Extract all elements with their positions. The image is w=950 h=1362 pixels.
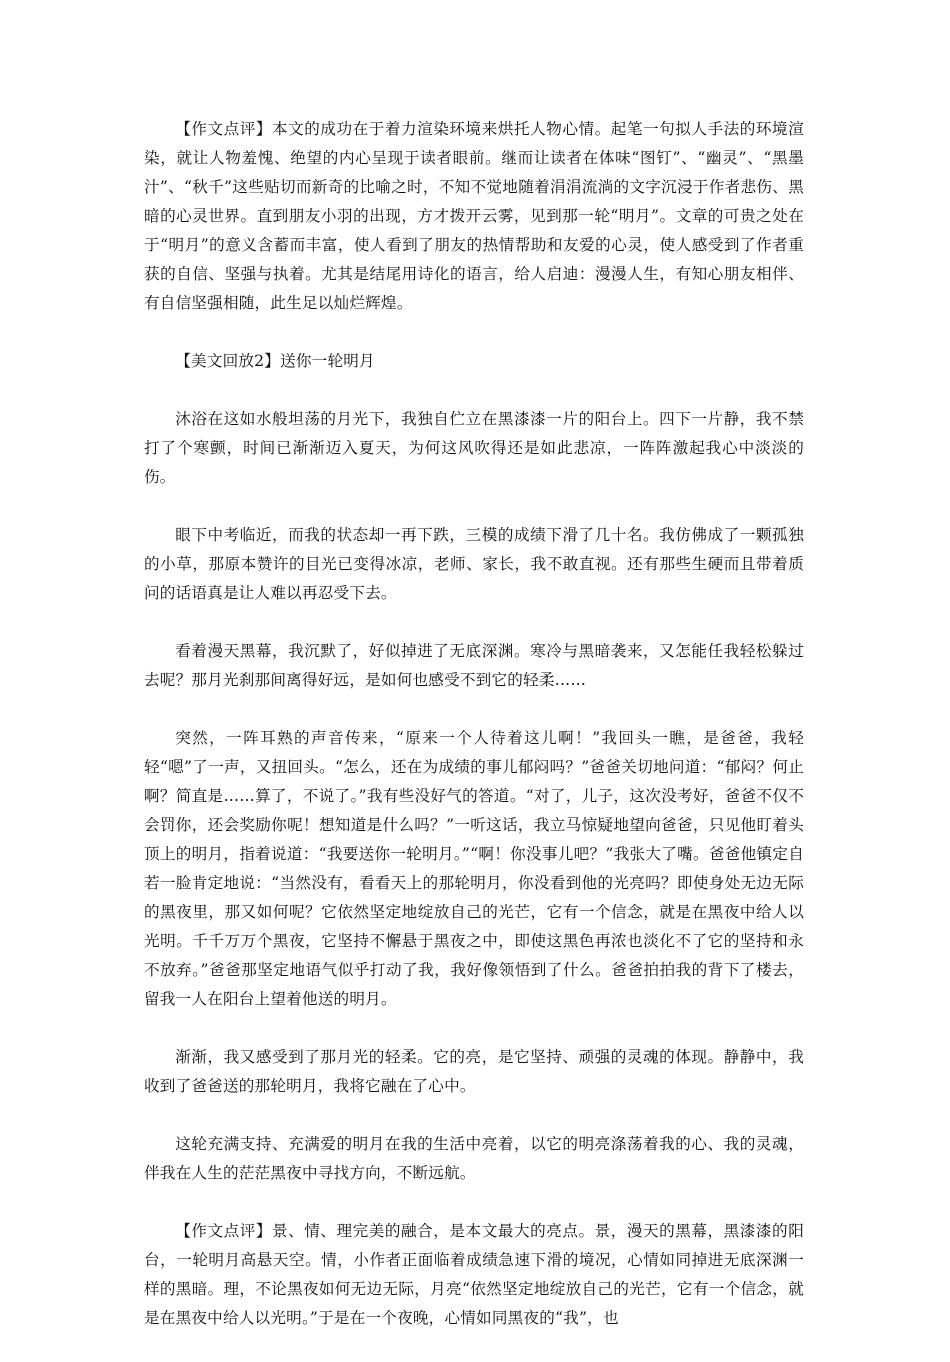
essay-paragraph-5: 渐渐，我又感受到了那月光的轻柔。它的亮，是它坚持、顽强的灵魂的体现。静静中，我收到了爸爸送的那轮明月，我将它融在了心中。	[144, 1048, 804, 1095]
essay-paragraph-2: 眼下中考临近，而我的状态却一再下跌，三模的成绩下滑了几十名。我仿佛成了一颗孤独的小草，那原本赞许的目光已变得冰凉，老师、家长，我不敢直视。还有那些生硬而且带着质问的话语真是让人难以再忍受下去。	[144, 526, 804, 602]
review-paragraph-1: 【作文点评】本文的成功在于着力渲染环境来烘托人物心情。起笔一句拟人手法的环境渲染，就让人物羞愧、绝望的内心呈现于读者眼前。继而让读者在体味“图钉”、“幽灵”、“黑墨汁”、“秋千”这些贴切而新奇的比喻之时，不知不觉地随着涓涓流淌的文字沉浸于作者悲伤、黑暗的心灵世界。直到朋友小羽的出现，方才拨开云雾，见到那一轮“明月”。文章的可贵之处在于“明月”的意义含蓄而丰富，使人看到了朋友的热情帮助和友爱的心灵，使人感受到了作者重获的自信、坚强与执着。尤其是结尾用诗化的语言，给人启迪：漫漫人生，有知心朋友相伴、有自信坚强相随，此生足以灿烂辉煌。	[144, 120, 804, 312]
document-body	[144, 115, 804, 1362]
essay-paragraph-3: 看着漫天黑幕，我沉默了，好似掉进了无底深渊。寒冷与黑暗袭来，又怎能任我轻松躲过去呢？那月光刹那间离得好远，是如何也感受不到它的轻柔……	[144, 642, 804, 689]
review-paragraph-2: 【作文点评】景、情、理完美的融合，是本文最大的亮点。景，漫天的黑幕，黑漆漆的阳台，一轮明月高悬天空。情，小作者正面临着成绩急速下滑的境况，心情如同掉进无底深渊一样的黑暗。理，不论黑夜如何无边无际，月亮“依然坚定地绽放自己的光芒，它有一个信念，就是在黑夜中给人以光明。”于是在一个夜晚，心情如同黑夜的“我”，也	[144, 1222, 804, 1327]
essay-paragraph-4: 突然，一阵耳熟的声音传来，“原来一个人待着这儿啊！”我回头一瞧，是爸爸，我轻轻“嗯”了一声，又扭回头。“怎么，还在为成绩的事儿郁闷吗？”爸爸关切地问道：“郁闷？何止啊？简直是……算了，不说了。”我有些没好气的答道。“对了，儿子，这次没考好，爸爸不仅不会罚你，还会奖励你呢！想知道是什么吗？”一听这话，我立马惊疑地望向爸爸，只见他盯着头顶上的明月，指着说道：“我要送你一轮明月。”“啊！你没事儿吧？”我张大了嘴。爸爸他镇定自若一脸肯定地说：“当然没有，看看天上的那轮明月，你没看到他的光亮吗？即使身处无边无际的黑夜里，那又如何呢？它依然坚定地绽放自己的光芒，它有一个信念，就是在黑夜中给人以光明。千千万万个黑夜，它坚持不懈悬于黑夜之中，即使这黑色再浓也淡化不了它的坚持和永不放弃。”爸爸那坚定地语气似乎打动了我，我好像领悟到了什么。爸爸拍拍我的背下了楼去，留我一人在阳台上望着他送的明月。	[144, 729, 804, 1008]
essay-paragraph-6: 这轮充满支持、充满爱的明月在我的生活中亮着，以它的明亮涤荡着我的心、我的灵魂，伴我在人生的茫茫黑夜中寻找方向，不断远航。	[144, 1135, 804, 1182]
section-heading: 【美文回放2】送你一轮明月	[175, 352, 375, 370]
essay-paragraph-1: 沐浴在这如水般坦荡的月光下，我独自伫立在黑漆漆一片的阳台上。四下一片静，我不禁打了个寒颤，时间已渐渐迈入夏天，为何这风吹得还是如此悲凉，一阵阵激起我心中淡淡的伤。	[144, 410, 804, 486]
